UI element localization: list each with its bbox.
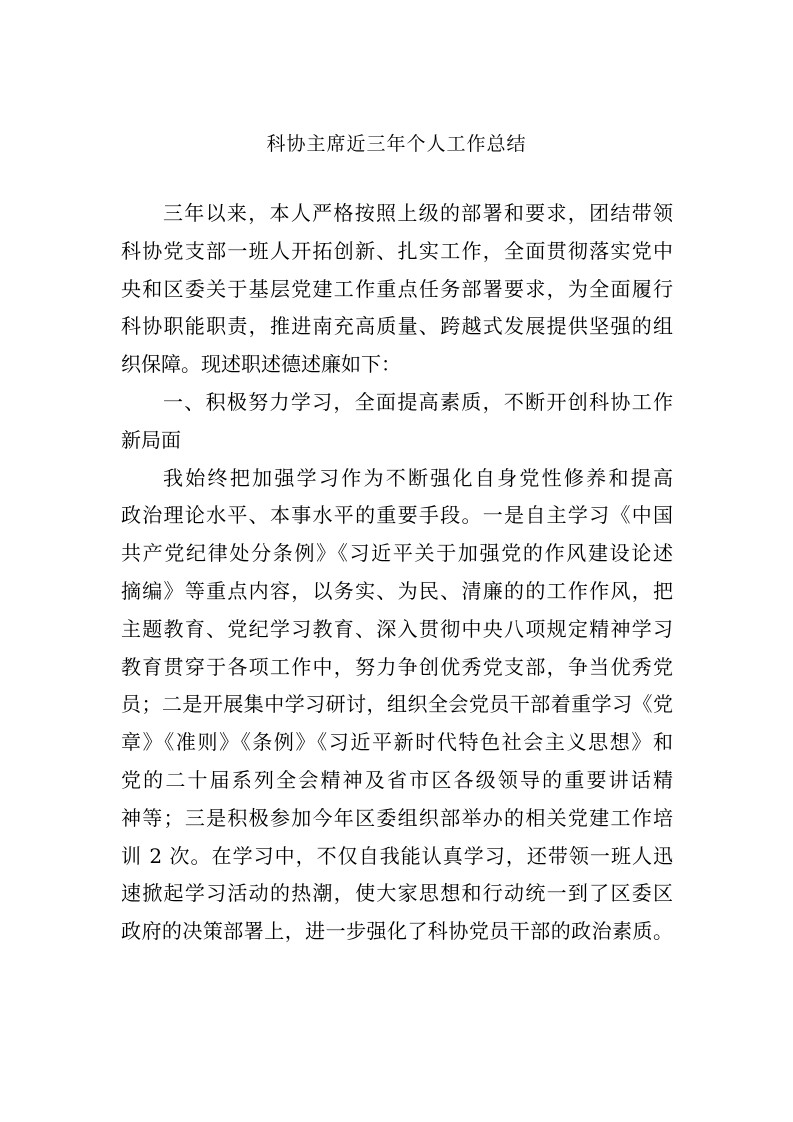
paragraph-line: 央和区委关于基层党建工作重点任务部署要求，为全面履行 [121,276,673,301]
paragraph-line: 科协职能职责，推进南充高质量、跨越式发展提供坚强的组 [121,314,673,339]
paragraph-line: 织保障。现述职述德述廉如下： [121,352,401,377]
paragraph-line: 教育贯穿于各项工作中，努力争创优秀党支部，争当优秀党 [121,654,673,679]
paragraph-line: 政治理论水平、本事水平的重要手段。一是自主学习《中国 [121,503,673,528]
paragraph-line: 政府的决策部署上，进一步强化了科协党员干部的政治素质。 [121,919,673,944]
paragraph-line: 党的二十届系列全会精神及省市区各级领导的重要讲话精 [121,767,673,792]
paragraph-line: 神等；三是积极参加今年区委组织部举办的相关党建工作培 [121,805,673,830]
section-heading-line: 新局面 [121,427,181,452]
paragraph-line: 科协党支部一班人开拓创新、扎实工作，全面贯彻落实党中 [121,238,673,263]
paragraph-line: 主题教育、党纪学习教育、深入贯彻中央八项规定精神学习 [121,616,673,641]
paragraph-line: 训 2 次。在学习中，不仅自我能认真学习，还带领一班人迅 [121,843,673,868]
paragraph-line: 速掀起学习活动的热潮，使大家思想和行动统一到了区委区 [121,881,673,906]
paragraph-line: 摘编》等重点内容，以务实、为民、清廉的的工作作风，把 [121,578,673,603]
section-heading-line: 一、积极努力学习，全面提高素质，不断开创科协工作 [163,389,673,414]
paragraph-line: 我始终把加强学习作为不断强化自身党性修养和提高 [163,465,673,490]
paragraph-line: 员；二是开展集中学习研讨，组织全会党员干部着重学习《党 [121,692,673,717]
paragraph-line: 共产党纪律处分条例》《习近平关于加强党的作风建设论述 [121,541,673,566]
document-title: 科协主席近三年个人工作总结 [266,133,527,155]
paragraph-line: 章》《准则》《条例》《习近平新时代特色社会主义思想》和 [121,730,673,755]
paragraph-line: 三年以来，本人严格按照上级的部署和要求，团结带领 [163,201,673,225]
document-body [121,195,673,951]
